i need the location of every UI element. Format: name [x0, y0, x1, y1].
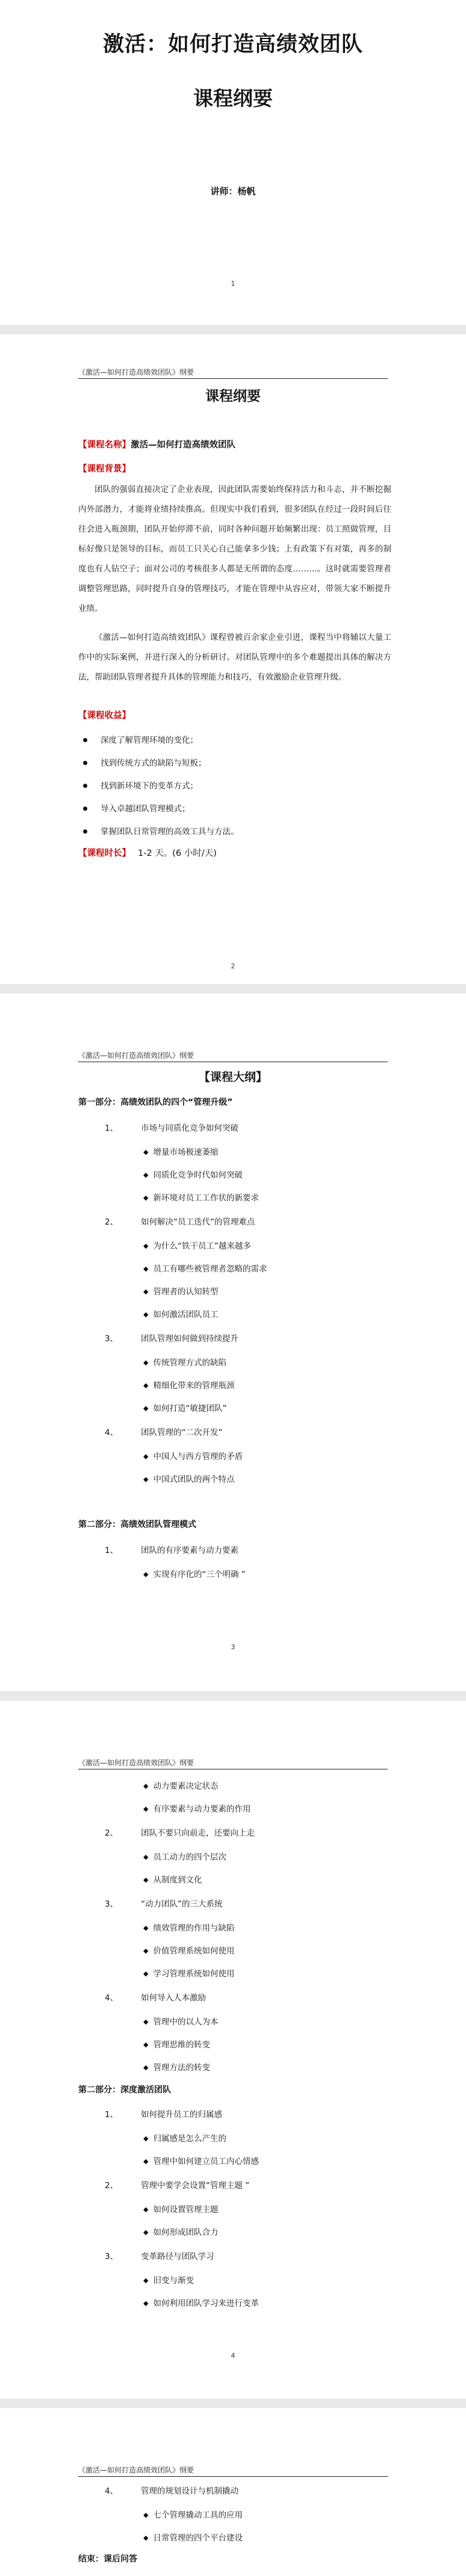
bullet-dot-icon [83, 784, 87, 788]
diamond-bullet-icon: ◆ [143, 1311, 149, 1318]
diamond-bullet-icon: ◆ [143, 1805, 149, 1813]
header-rule [78, 2476, 388, 2477]
outline-point: ◆ 精细化带来的管理瓶颈 [143, 1381, 235, 1391]
cover-subtitle: 课程纲要 [193, 87, 273, 110]
diamond-bullet-icon: ◆ [143, 2276, 149, 2284]
outline-point: ◆ 中国式团队的两个特点 [143, 1475, 235, 1484]
diamond-bullet-icon: ◆ [143, 1194, 149, 1202]
cover-title: 激活：如何打造高绩效团队 [102, 32, 363, 57]
running-header: 《激活—如何打造高绩效团队》纲要 [78, 1051, 194, 1060]
diamond-bullet-icon: ◆ [143, 1853, 149, 1861]
section-title: 4、 团队管理的“二次开发” [105, 1428, 223, 1437]
diamond-bullet-icon: ◆ [143, 1382, 149, 1389]
cover-page [0, 0, 466, 325]
course-name: 激活—如何打造高绩效团队 [131, 440, 235, 450]
outline-point: ◆ 如何设置管理主题 [143, 2205, 219, 2215]
outline-point: ◆ 如何激活团队员工 [143, 1310, 219, 1320]
background-paragraph-1: 团队的强弱直接决定了企业表现，因此团队需要始终保持活力和斗志，并不断挖掘内外部潜力，才能将业绩持续推高。但现实中我们看到，很多团队在经过一段时间后往往会进入瓶颈期，团队开始停滞不前，同时各种问题开始频繁出现：员工照做管理，目标好像只是领导的目标，而员工只关心自己能拿多少钱；上有政策下有对策，再多的制度也有人钻空子；面对公司的考核很多人都是无所谓的态度………。这时就需要管理者调整管理思路，同时提升自身的管理技巧，才能在管理中从容应对，带领大家不断提升业绩。 [78, 485, 391, 613]
outline-point: ◆ 管理中如何建立员工内心情感 [143, 2157, 259, 2166]
page-number: 3 [231, 1643, 235, 1651]
diamond-bullet-icon: ◆ [143, 1570, 149, 1578]
section-title: 3、 团队管理如何做到持续提升 [105, 1334, 238, 1344]
benefit-item: 找到新环境下的变革方式； [83, 779, 198, 791]
diamond-bullet-icon: ◆ [143, 2511, 149, 2519]
diamond-bullet-icon: ◆ [143, 1452, 149, 1460]
diamond-bullet-icon: ◆ [143, 1475, 149, 1483]
diamond-bullet-icon: ◆ [143, 1876, 149, 1884]
outline-point: ◆ 员工动力的四个层次 [143, 1852, 226, 1862]
outline-point: ◆ 管理中的以人为本 [143, 2017, 219, 2027]
outline-page-3 [0, 2408, 466, 2576]
section-title: 1、 市场与同质化竞争如何突破 [105, 1124, 238, 1133]
page-number: 4 [231, 2352, 235, 2359]
diamond-bullet-icon: ◆ [143, 1404, 149, 1412]
outline-point: ◆ 动力要素决定状态 [143, 1781, 219, 1791]
diamond-bullet-icon: ◆ [143, 1924, 149, 1932]
background-paragraph-2: 《激活—如何打造高绩效团队》课程曾被百余家企业引进，课程当中将辅以大量工作中的实际案例，并进行深入的分析研讨。对团队管理中的多个难题提出具体的解决方法，帮助团队管理者提升具体的管理能力和技巧，有效激励企业管理升级。 [78, 633, 391, 682]
diamond-bullet-icon: ◆ [143, 1782, 149, 1790]
benefit-item: 导入卓越团队管理模式； [83, 802, 190, 814]
section-title: 1、 如何提升员工的归属感 [105, 2110, 222, 2120]
background-label: 【课程背景】 [78, 464, 131, 474]
outline-point: ◆ 绩效管理的作用与缺陷 [143, 1923, 235, 1933]
part-title: 第一部分：高绩效团队的四个“管理升级” [78, 1098, 233, 1107]
summary-page [0, 334, 466, 984]
section-title: 3、 变革路径与团队学习 [105, 2252, 214, 2261]
page-number: 2 [231, 962, 235, 970]
diamond-bullet-icon: ◆ [143, 1947, 149, 1955]
diamond-bullet-icon: ◆ [143, 2064, 149, 2071]
outline-page-1 [0, 994, 466, 1691]
benefits-label: 【课程收益】 [78, 711, 131, 721]
outline-point: ◆ 如何打造“敏捷团队” [143, 1404, 227, 1413]
diamond-bullet-icon: ◆ [143, 2041, 149, 2049]
bullet-dot-icon [83, 807, 87, 811]
outline-point: ◆ 归属感是怎么产生的 [143, 2134, 226, 2144]
diamond-bullet-icon: ◆ [143, 1148, 149, 1156]
diamond-bullet-icon: ◆ [143, 1265, 149, 1273]
section-title: 1、 团队的有序要素与动力要素 [105, 1546, 238, 1555]
part-title: 第二部分：深度激活团队 [78, 2085, 171, 2095]
running-header: 《激活—如何打造高绩效团队》纲要 [78, 1759, 194, 1767]
outline-point: ◆ 管理方法的转变 [143, 2063, 210, 2073]
outline-heading: 【课程大纲】 [198, 1071, 267, 1084]
diamond-bullet-icon: ◆ [143, 2135, 149, 2142]
running-header: 《激活—如何打造高绩效团队》纲要 [78, 2466, 194, 2474]
section-title: 2、 如何解决“员工迭代”的管理难点 [105, 1217, 255, 1227]
diamond-bullet-icon: ◆ [143, 2206, 149, 2213]
outline-point: ◆ 七个管理撬动工具的应用 [143, 2510, 243, 2520]
diamond-bullet-icon: ◆ [143, 2299, 149, 2307]
diamond-bullet-icon: ◆ [143, 2157, 149, 2165]
page-number: 1 [231, 280, 235, 287]
section-title: 2、 管理中要学会设置“管理主题 ” [105, 2181, 250, 2190]
section-title: 3、 “动力团队”的三大系统 [105, 1899, 223, 1909]
benefit-item: 掌握团队日常管理的高效工具与方法。 [83, 825, 239, 837]
benefit-item: 找到传统方式的缺陷与短板； [83, 756, 207, 768]
diamond-bullet-icon: ◆ [143, 1242, 149, 1250]
outline-point: ◆ 实现有序化的“三个明确 ” [143, 1570, 246, 1579]
diamond-bullet-icon: ◆ [143, 1171, 149, 1179]
outline-point: ◆ 传统管理方式的缺陷 [143, 1358, 226, 1368]
outline-point: ◆ 为什么“铁干员工”越来越多 [143, 1241, 251, 1251]
diamond-bullet-icon: ◆ [143, 2018, 149, 2026]
bullet-dot-icon [83, 761, 87, 765]
diamond-bullet-icon: ◆ [143, 1359, 149, 1366]
diamond-bullet-icon: ◆ [143, 1970, 149, 1978]
diamond-bullet-icon: ◆ [143, 2534, 149, 2542]
outline-point: ◆ 旧变与渐变 [143, 2276, 194, 2286]
duration-label: 【课程时长】 [78, 849, 131, 858]
section-title: 4、 管理的规划设计与机制撬动 [105, 2486, 238, 2496]
closing-line: 结束：课后问答 [78, 2554, 137, 2564]
bullet-dot-icon [83, 829, 87, 834]
lecturer: 讲师：杨帆 [210, 186, 256, 197]
outline-point: ◆ 中国人与西方管理的矛盾 [143, 1452, 243, 1462]
diamond-bullet-icon: ◆ [143, 1288, 149, 1296]
benefit-item: 深度了解管理环境的变化； [83, 733, 198, 745]
duration-value: 1-2 天。(6 小时/天) [138, 849, 217, 858]
header-rule [78, 378, 388, 379]
diamond-bullet-icon: ◆ [143, 2228, 149, 2236]
running-header: 《激活—如何打造高绩效团队》纲要 [78, 368, 194, 377]
bullet-dot-icon [83, 738, 87, 742]
outline-point: ◆ 新环境对员工工作状的新要求 [143, 1193, 259, 1203]
outline-point: ◆ 员工有哪些被管理者忽略的需求 [143, 1264, 267, 1274]
outline-point: ◆ 价值管理系统如何使用 [143, 1946, 235, 1956]
section-title: 4、 如何导入人本激励 [105, 1993, 206, 2003]
outline-point: ◆ 增量市场极速萎缩 [143, 1148, 219, 1157]
outline-point: ◆ 从制度到文化 [143, 1875, 202, 1885]
section-title: 2、 团队不要只向前走，还要向上走 [105, 1828, 255, 1838]
outline-point: ◆ 学习管理系统如何使用 [143, 1969, 235, 1979]
outline-point: ◆ 如何利用团队学习来进行变革 [143, 2299, 259, 2308]
course-name-label: 【课程名称】 [78, 440, 131, 450]
duration-line [78, 846, 217, 859]
outline-point: ◆ 有序要素与动力要素的作用 [143, 1804, 251, 1814]
outline-point: ◆ 管理者的认知转型 [143, 1287, 219, 1297]
outline-page-2 [0, 1701, 466, 2399]
outline-point: ◆ 管理思维的转变 [143, 2040, 210, 2050]
outline-point: ◆ 同质化竞争时代如何突破 [143, 1170, 243, 1180]
outline-point: ◆ 日常管理的四个平台建设 [143, 2533, 243, 2543]
course-name-line [78, 438, 235, 450]
outline-point: ◆ 如何形成团队合力 [143, 2228, 219, 2237]
part-title: 第二部分：高绩效团队管理模式 [78, 1520, 196, 1529]
summary-heading: 课程纲要 [205, 389, 261, 404]
